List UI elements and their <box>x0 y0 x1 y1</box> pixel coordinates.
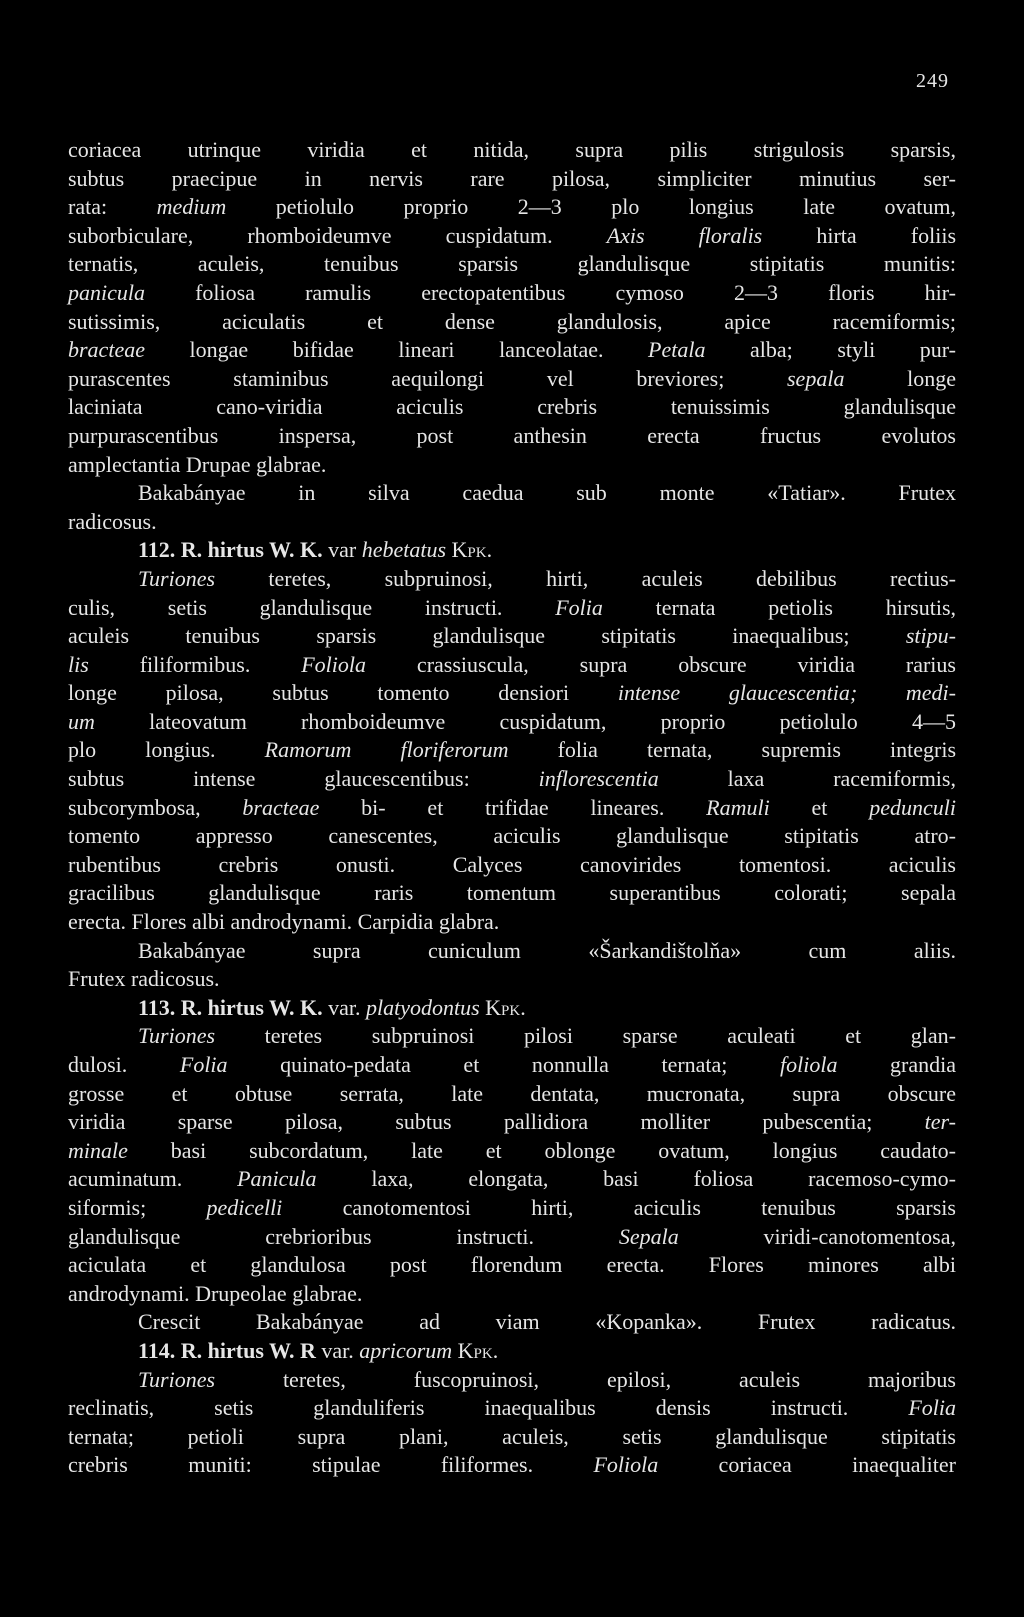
text-segment: radicosus. <box>68 508 157 534</box>
text-segment: sutissimis, aciculatis et dense glandulosis, apice racemiformis; <box>68 308 956 334</box>
text-line <box>68 193 956 222</box>
text-line <box>68 1337 956 1366</box>
text-line <box>68 1394 956 1423</box>
text-line <box>68 1308 956 1337</box>
text-segment: aculeis tenuibus sparsis glandulisque stipitatis inaequalibus; <box>68 623 906 649</box>
page-number: 249 <box>916 70 949 92</box>
text-segment: bi- et trifidae lineares. <box>319 794 707 820</box>
text-segment: minale <box>68 1137 128 1163</box>
text-segment: bracteae <box>68 337 145 363</box>
text-line <box>68 822 956 851</box>
text-line <box>68 851 956 880</box>
text-segment: Crescit Bakabányae ad viam «Kopanka». Frutex radicatus. <box>138 1309 956 1335</box>
text-segment: alba; styli pur- <box>705 337 956 363</box>
text-segment: coriacea inaequaliter <box>658 1452 956 1478</box>
text-segment: ternata petiolis hirsutis, <box>602 594 957 620</box>
text-line <box>68 165 956 194</box>
text-segment: longae bifidae lineari lanceolatae. <box>144 337 649 363</box>
text-segment: laxa racemiformis, <box>658 766 956 792</box>
text-segment: Foliola <box>301 651 367 677</box>
text-line <box>68 1194 956 1223</box>
text-segment: canotomentosi hirti, aciculis tenuibus sparsis <box>282 1194 956 1220</box>
text-segment: gracilibus glandulisque raris tomentum superantibus colorati; sepala <box>68 880 956 906</box>
text-line <box>68 651 956 680</box>
text-line <box>68 1108 956 1137</box>
text-line <box>68 879 956 908</box>
text-line <box>68 250 956 279</box>
text-line <box>68 1280 956 1309</box>
text-segment: plo longius. <box>68 737 265 763</box>
text-segment: hirta foliis <box>762 222 957 248</box>
text-segment: platyodontus <box>366 994 480 1020</box>
text-segment: intense glaucescentia; medi- <box>617 680 956 706</box>
text-segment: amplectantia Drupae glabrae. <box>68 451 327 477</box>
text-segment: Ramuli <box>706 794 770 820</box>
text-segment: acuminatum. <box>68 1166 238 1192</box>
text-line <box>68 451 956 480</box>
text-line <box>68 765 956 794</box>
text-segment: medium <box>156 194 227 220</box>
text-segment: viridi-canotomentosa, <box>678 1223 956 1249</box>
text-segment: ternatis, aculeis, tenuibus sparsis glandulisque stipitatis munitis: <box>68 251 956 277</box>
text-line <box>68 365 956 394</box>
text-segment: um <box>68 708 95 734</box>
text-segment: Turiones <box>138 565 216 591</box>
text-line <box>68 536 956 565</box>
text-segment: Folia <box>179 1052 228 1077</box>
text-line <box>68 794 956 823</box>
text-line <box>68 1251 956 1280</box>
text-segment: longe pilosa, subtus tomento densiori <box>68 680 618 706</box>
text-segment: androdynami. Drupeolae glabrae. <box>68 1280 363 1306</box>
text-segment: 112. R. hirtus W. K. <box>138 537 323 563</box>
text-segment: Bakabányae supra cuniculum «Šarkandištolňa» cum aliis. <box>138 937 956 963</box>
text-segment: coriacea utrinque viridia et nitida, supra pilis strigulosis sparsis, <box>68 137 956 162</box>
text-line <box>68 1223 956 1252</box>
text-segment: aciculata et glandulosa post florendum erecta. Flores minores albi <box>68 1252 956 1278</box>
text-line <box>68 1423 956 1452</box>
text-segment: laxa, elongata, basi foliosa racemoso-cymo- <box>316 1166 956 1192</box>
text-segment: petiolulo proprio 2—3 plo longius late ovatum, <box>226 194 956 220</box>
text-line <box>68 679 956 708</box>
text-segment: Foliola <box>593 1452 659 1478</box>
text-line <box>68 336 956 365</box>
text-line <box>68 1366 956 1395</box>
text-segment: culis, setis glandulisque instructi. <box>68 594 556 620</box>
text-line <box>68 422 956 451</box>
text-segment: Kpk. <box>457 1337 499 1363</box>
text-segment: Axis floralis <box>606 222 763 248</box>
text-segment: ter- <box>924 1109 956 1135</box>
text-segment: foliola <box>780 1052 838 1077</box>
text-segment: teretes, subpruinosi, hirti, aculeis debilibus rectius- <box>215 565 956 591</box>
text-line <box>68 1022 956 1051</box>
text-segment: crassiuscula, supra obscure viridia rarius <box>366 651 956 677</box>
text-body <box>68 136 956 1480</box>
text-segment: var. <box>322 994 366 1020</box>
text-segment: dulosi. <box>68 1052 180 1077</box>
text-segment: var. <box>315 1337 360 1363</box>
text-segment: apricorum <box>359 1337 453 1363</box>
text-segment: foliosa ramulis erectopatentibus cymoso 2—3 floris hir- <box>145 279 956 305</box>
text-line <box>68 479 956 508</box>
text-segment: Turiones <box>138 1023 216 1049</box>
text-line <box>68 622 956 651</box>
text-line <box>68 222 956 251</box>
text-segment: filiformibus. <box>88 651 302 677</box>
text-segment: pedunculi <box>869 794 956 820</box>
text-segment: stipu- <box>905 623 956 649</box>
text-segment: crebris muniti: stipulae filiformes. <box>68 1452 594 1478</box>
text-segment: grandia <box>837 1052 957 1077</box>
text-line <box>68 1137 956 1166</box>
text-segment: var <box>322 537 362 563</box>
text-line <box>68 965 956 994</box>
text-segment: ternata; petioli supra plani, aculeis, setis glandulisque stipitatis <box>68 1423 956 1449</box>
text-segment: bracteae <box>242 794 320 820</box>
text-segment: basi subcordatum, late et oblonge ovatum, longius caudato- <box>127 1137 956 1163</box>
text-segment: Ramorum floriferorum <box>264 737 509 763</box>
text-line <box>68 1080 956 1109</box>
text-segment: Petala <box>648 337 706 363</box>
text-line <box>68 393 956 422</box>
text-segment: rata: <box>68 194 157 220</box>
text-line <box>68 708 956 737</box>
text-line <box>68 937 956 966</box>
text-segment: glandulisque crebrioribus instructi. <box>68 1223 619 1249</box>
text-line <box>68 736 956 765</box>
text-segment: Bakabányae in silva caedua sub monte «Tatiar». Frutex <box>138 480 956 506</box>
text-segment: subtus intense glaucescentibus: <box>68 766 539 792</box>
text-segment: quinato-pedata et nonnulla ternata; <box>227 1052 780 1077</box>
text-segment: laciniata cano-viridia aciculis crebris tenuissimis glandulisque <box>68 394 956 420</box>
text-segment: subtus praecipue in nervis rare pilosa, simpliciter minutius ser- <box>68 165 956 191</box>
text-segment: inflorescentia <box>538 766 659 792</box>
text-segment: suborbiculare, rhomboideumve cuspidatum. <box>68 222 607 248</box>
text-segment: lis <box>68 651 89 677</box>
text-line <box>68 508 956 537</box>
text-segment: Kpk. <box>451 537 493 563</box>
text-segment: tomento appresso canescentes, aciculis glandulisque stipitatis atro- <box>68 823 956 849</box>
text-segment: 114. R. hirtus W. R <box>138 1337 316 1363</box>
text-segment: Folia <box>555 594 603 620</box>
text-line <box>68 908 956 937</box>
text-segment: et <box>769 794 870 820</box>
text-segment: hebetatus <box>361 537 447 563</box>
text-segment: 113. R. hirtus W. K. <box>138 994 323 1020</box>
text-segment: panicula <box>68 279 145 305</box>
text-segment: folia ternata, supremis integris <box>508 737 957 763</box>
text-segment: teretes subpruinosi pilosi sparse aculeati et glan- <box>215 1023 956 1049</box>
text-line <box>68 994 956 1023</box>
text-segment: Kpk. <box>485 994 526 1020</box>
text-line <box>68 594 956 623</box>
text-segment: erecta. Flores albi androdynami. Carpidia glabra. <box>68 909 500 935</box>
text-segment: Frutex radicosus. <box>68 966 220 992</box>
text-segment: lateovatum rhomboideumve cuspidatum, proprio petiolulo 4—5 <box>94 708 956 734</box>
text-segment: rubentibus crebris onusti. Calyces canovirides tomentosi. aciculis <box>68 851 956 877</box>
text-segment: viridia sparse pilosa, subtus pallidiora molliter pubescentia; <box>68 1109 925 1135</box>
text-line <box>68 1051 956 1080</box>
text-segment: subcorymbosa, <box>68 794 243 820</box>
text-segment: siformis; <box>68 1194 207 1220</box>
text-segment: purpurascentibus inspersa, post anthesin erecta fructus evolutos <box>68 422 956 448</box>
text-segment: reclinatis, setis glanduliferis inaequalibus densis instructi. <box>68 1395 909 1421</box>
text-segment: purascentes staminibus aequilongi vel breviores; <box>68 365 787 391</box>
text-line <box>68 1165 956 1194</box>
text-segment: teretes, fuscopruinosi, epilosi, aculeis majoribus <box>215 1366 956 1392</box>
text-line <box>68 565 956 594</box>
text-segment: Turiones <box>138 1366 216 1392</box>
text-segment: Panicula <box>237 1166 317 1192</box>
text-line <box>68 308 956 337</box>
text-segment: sepala <box>787 365 845 391</box>
text-line <box>68 1451 956 1480</box>
text-segment: Sepala <box>618 1223 679 1249</box>
text-line <box>68 136 956 165</box>
text-segment: grosse et obtuse serrata, late dentata, mucronata, supra obscure <box>68 1080 956 1106</box>
text-segment: Folia <box>908 1395 956 1421</box>
text-segment: longe <box>844 365 956 391</box>
text-segment: pedicelli <box>206 1194 283 1220</box>
text-line <box>68 279 956 308</box>
